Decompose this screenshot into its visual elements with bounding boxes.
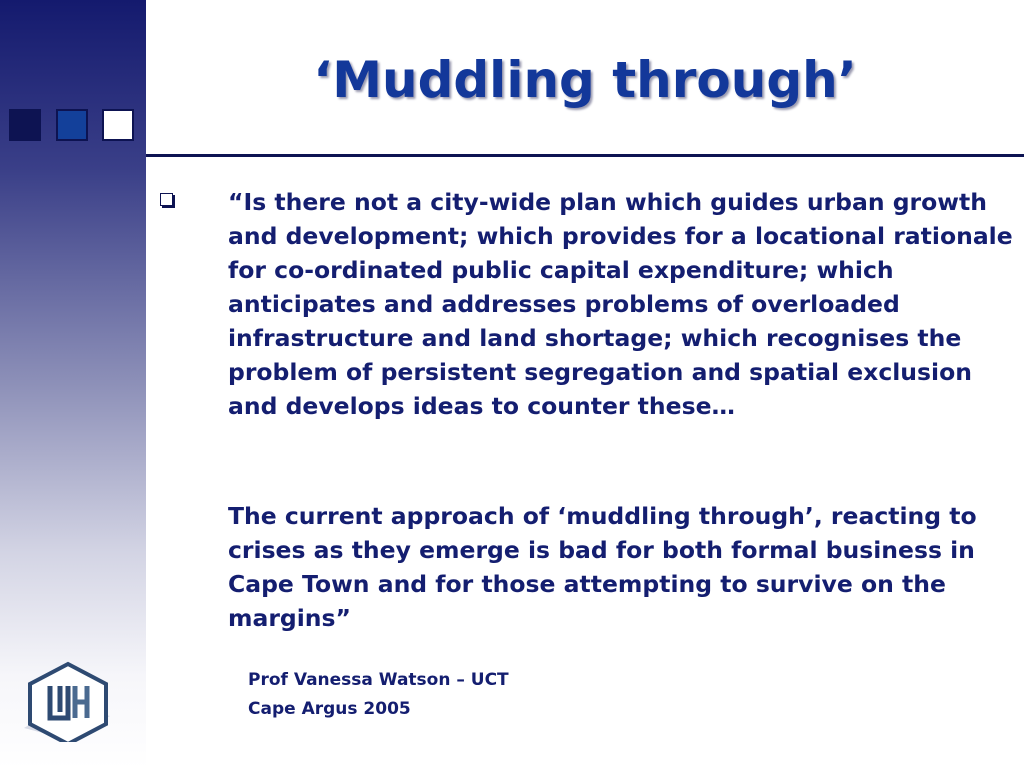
attribution-source: Cape Argus 2005 — [248, 699, 411, 719]
title-divider — [146, 154, 1024, 157]
attribution-author: Prof Vanessa Watson – UCT — [248, 670, 509, 690]
uh-logo — [20, 658, 116, 742]
checkbox-square-icon — [160, 193, 173, 206]
decor-square-white — [102, 109, 134, 141]
quote-continuation-paragraph: The current approach of ‘muddling through’, reacting to crises as they emerge is bad for both formal business in Cape Town and for those attempting to survive on the margins” — [228, 502, 977, 632]
decor-square-blue — [56, 109, 88, 141]
quote-paragraph: “Is there not a city-wide plan which guides urban growth and development; which provides for a locational rationale for co-ordinated public capital expenditure; which anticipates and addresses problems of overloaded infrastructure and land shortage; which recognises the problem of persistent segregation and spatial exclusion and develops ideas to counter these… — [228, 188, 1013, 420]
decor-square-dark — [9, 109, 41, 141]
slide-title: ‘Muddling through’ — [313, 51, 857, 109]
